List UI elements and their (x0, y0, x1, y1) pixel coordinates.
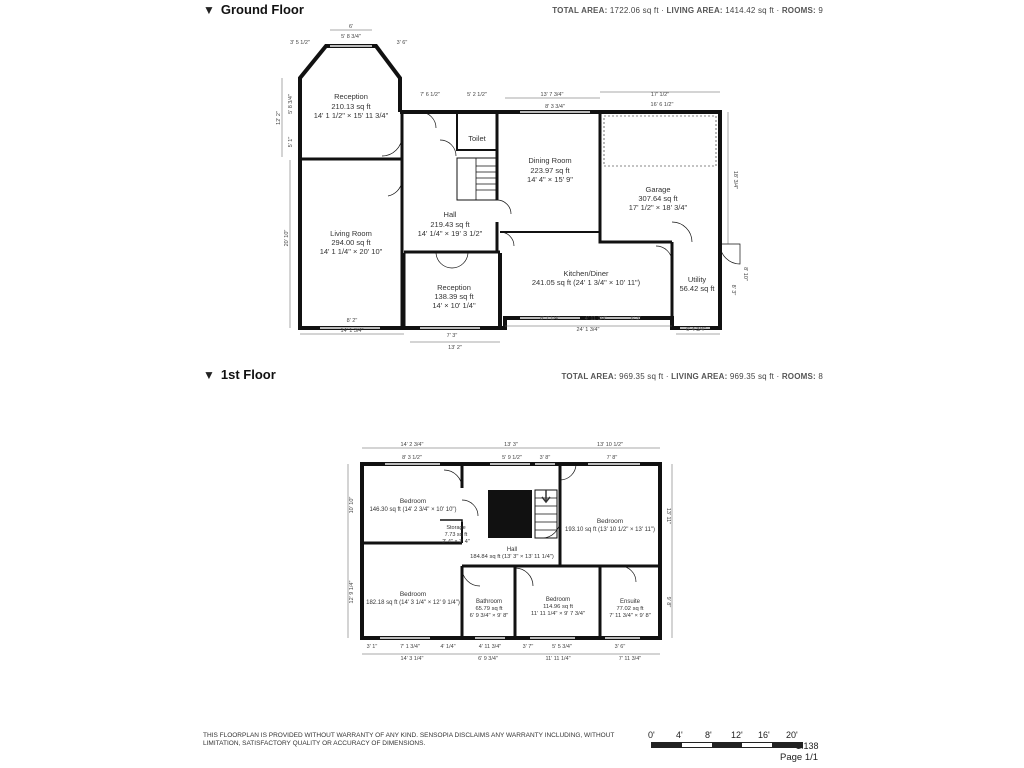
room-reception-bottom-size: 14' × 10' 1/4" (432, 301, 476, 310)
dim-left-v2: 5' 8 3/4" (288, 94, 294, 114)
dim-left-v3: 5' 1" (288, 136, 294, 148)
dim-hall-top: 7' 6 1/2" (420, 92, 440, 98)
dim-living-total: 14' 1 3/4" (340, 328, 364, 334)
page-number: Page 1/1 (780, 752, 819, 763)
scale-bar-graphic (651, 742, 803, 748)
dim-dining-top: 13' 7 3/4" (540, 92, 564, 98)
room-reception-top-name: Reception (334, 92, 368, 101)
dim-top-right: 13' 10 1/2" (597, 442, 623, 448)
dim-window-m1: 5' 9 1/2" (502, 455, 522, 461)
room-utility-area: 56.42 sq ft (679, 284, 715, 293)
room-toilet-name: Toilet (468, 134, 486, 143)
scale-ratio: 1:138 (796, 741, 819, 751)
dim-utility-right: 8' 10" (742, 267, 748, 281)
dim-bay-right: 3' 6" (396, 40, 408, 46)
collapse-triangle-icon[interactable]: ▼ (203, 3, 215, 17)
dim-bottom-5: 3' 7" (522, 644, 534, 650)
scale-tick-labels (648, 730, 808, 740)
dim-bottom-total-1: 14' 3 1/4" (400, 656, 424, 662)
dim-bottom-1: 3' 1" (366, 644, 378, 650)
rooms-label: ROOMS: (781, 372, 816, 381)
dim-window-m2: 3' 8" (539, 455, 551, 461)
dim-bottom-total-4: 7' 11 3/4" (618, 656, 642, 662)
dim-right-v1: 13' 11" (665, 507, 671, 525)
dim-reception-bottom: 7' 3" (446, 333, 458, 339)
room-hall-size: 14' 1/4" × 19' 3 1/2" (417, 229, 483, 238)
room-bedroom-bl-name: Bedroom (399, 591, 427, 598)
room-bedroom-tr-area: 193.10 sq ft (13' 10 1/2" × 13' 11") (565, 527, 655, 533)
rooms-value: 9 (818, 6, 823, 15)
room-bedroom-tl-name: Bedroom (399, 498, 427, 505)
dim-bottom-6: 5' 5 3/4" (552, 644, 572, 650)
scale-tick: 8' (705, 730, 712, 740)
dim-top-mid: 13' 3" (504, 442, 518, 448)
room-storage-size: 2' 4" × 3' 4" (442, 539, 470, 545)
room-ensuite-size: 7' 11 3/4" × 9' 8" (609, 613, 651, 619)
room-bathroom-size: 6' 9 3/4" × 9' 8" (469, 613, 509, 619)
dim-left-v2: 12' 9 1/4" (349, 580, 355, 604)
dim-bottom-total-3: 11' 11 1/4" (545, 656, 571, 662)
stair-void (488, 490, 532, 538)
dim-bay-top: 6' (348, 24, 354, 30)
room-bedroom-bm-area: 114.96 sq ft (543, 604, 573, 610)
first-floor-title: 1st Floor (220, 367, 276, 382)
room-garage-area: 307.64 sq ft (638, 194, 678, 203)
room-reception-bottom-area: 138.39 sq ft (434, 292, 474, 301)
rooms-label: ROOMS: (781, 6, 816, 15)
dim-kitchen-w2: 4' 11 3/4" (584, 316, 608, 322)
dim-kitchen-w1: 8' 7 1/4" (540, 316, 560, 322)
room-bedroom-bl-area: 182.18 sq ft (14' 3 1/4" × 12' 9 1/4") (366, 600, 460, 606)
room-reception-top-area: 210.13 sq ft (331, 102, 371, 111)
room-hall-area: 184.84 sq ft (13' 3" × 13' 11 1/4") (470, 554, 554, 560)
scale-tick: 4' (676, 730, 683, 740)
room-hall-area: 219.43 sq ft (430, 220, 470, 229)
dim-bay-left: 3' 5 1/2" (290, 40, 310, 46)
room-reception-bottom-name: Reception (437, 283, 471, 292)
scale-bar (648, 730, 820, 766)
first-floor-stats: TOTAL AREA: 969.35 sq ft · LIVING AREA: 969.35 sq ft · ROOMS: 8 (561, 372, 823, 381)
room-dining-size: 14' 4" × 15' 9" (527, 175, 573, 184)
room-storage-area: 7.73 sq ft (444, 532, 468, 538)
dim-kitchen-total: 24' 1 3/4" (576, 327, 600, 333)
room-dining-name: Dining Room (528, 156, 572, 165)
room-bathroom-area: 65.79 sq ft (475, 606, 503, 612)
room-ensuite-area: 77.02 sq ft (616, 606, 644, 612)
room-storage-name: Storage (446, 525, 466, 531)
dim-dining-window: 8' 3 3/4" (545, 104, 565, 110)
dim-bay-inner: 5' 8 3/4" (341, 34, 361, 40)
room-living-area: 294.00 sq ft (331, 238, 371, 247)
scale-tick: 20' (786, 730, 798, 740)
room-living-size: 14' 1 1/4" × 20' 10" (319, 247, 383, 256)
dim-kitchen-w3: 6' 3" (630, 316, 642, 322)
room-garage-name: Garage (645, 185, 671, 194)
rooms-value: 8 (818, 372, 823, 381)
dim-garage-right: 18' 3/4" (732, 170, 738, 190)
scale-tick: 12' (731, 730, 743, 740)
room-bathroom-name: Bathroom (475, 599, 503, 605)
dim-bottom-4: 4' 11 3/4" (478, 644, 502, 650)
room-ensuite-name: Ensuite (619, 599, 641, 605)
living-area-value: 1414.42 sq ft (725, 6, 775, 15)
total-area-label: TOTAL AREA: (552, 6, 608, 15)
ground-floor-plan (0, 0, 1024, 360)
dim-living-bottom: 8' 2" (346, 318, 358, 324)
stairs-arrow-icon (542, 490, 550, 502)
room-utility-name: Utility (687, 275, 707, 284)
dim-garage-inner: 16' 6 1/2" (650, 102, 674, 108)
room-reception-top-size: 14' 1 1/2" × 15' 11 3/4" (313, 111, 389, 120)
dim-left-v1: 12' 2" (276, 111, 282, 125)
ground-floor-stats: TOTAL AREA: 1722.06 sq ft · LIVING AREA: 1414.42 sq ft · ROOMS: 9 (552, 6, 823, 15)
dim-bottom-total-2: 6' 9 3/4" (478, 656, 498, 662)
living-area-value: 969.35 sq ft (729, 372, 775, 381)
total-area-value: 1722.06 sq ft (609, 6, 659, 15)
dim-bottom-2: 7' 1 3/4" (400, 644, 420, 650)
living-area-label: LIVING AREA: (671, 372, 728, 381)
room-bedroom-bm-name: Bedroom (545, 597, 571, 603)
first-floor-plan (0, 420, 1024, 720)
dim-left-v4: 20' 10" (284, 229, 290, 247)
dim-bottom-7: 3' 6" (614, 644, 626, 650)
dim-left-v1: 10' 10" (349, 496, 355, 514)
room-hall-name: Hall (443, 210, 457, 219)
dim-bottom-3: 4' 1/4" (440, 644, 456, 650)
scale-tick: 0' (648, 730, 655, 740)
collapse-triangle-icon[interactable]: ▼ (203, 368, 215, 382)
first-floor-header (203, 366, 276, 384)
dim-window-tr: 7' 8" (606, 455, 618, 461)
room-kitchen-area: 241.05 sq ft (24' 1 3/4" × 10' 11") (531, 278, 641, 287)
dim-toilet-top: 5' 2 1/2" (467, 92, 487, 98)
room-bedroom-tr-name: Bedroom (596, 518, 624, 525)
room-bedroom-tl-area: 146.30 sq ft (14' 2 3/4" × 10' 10") (369, 507, 457, 513)
room-kitchen-name: Kitchen/Diner (563, 269, 609, 278)
room-garage-size: 17' 1/2" × 18' 3/4" (628, 203, 688, 212)
dim-right-v2: 9' 8" (665, 596, 671, 608)
dim-top-left: 14' 2 3/4" (400, 442, 424, 448)
dim-window-tl: 8' 3 1/2" (402, 455, 422, 461)
disclaimer: THIS FLOORPLAN IS PROVIDED WITHOUT WARRANTY OF ANY KIND. SENSOPIA DISCLAIMS ANY WARRANTY INCLUDING, WITHOUT LIMITATION, SATISFACTORY QUALITY OR ACCURACY OF DIMENSIONS. (203, 732, 615, 747)
total-area-label: TOTAL AREA: (561, 372, 617, 381)
dim-utility-right2: 8' 3" (730, 284, 736, 296)
room-hall-name: Hall (506, 547, 518, 553)
room-bedroom-bm-size: 11' 11 1/4" × 9' 7 3/4" (531, 611, 585, 617)
room-living-name: Living Room (330, 229, 372, 238)
dim-reception-total: 13' 2" (448, 345, 462, 351)
room-dining-area: 223.97 sq ft (530, 166, 570, 175)
ground-floor-title: Ground Floor (220, 2, 304, 17)
dim-utility-bottom: 6' 4 3/4" (686, 327, 706, 333)
dim-garage-top: 17' 1/2" (650, 92, 670, 98)
total-area-value: 969.35 sq ft (619, 372, 664, 381)
scale-tick: 16' (758, 730, 770, 740)
living-area-label: LIVING AREA: (666, 6, 723, 15)
